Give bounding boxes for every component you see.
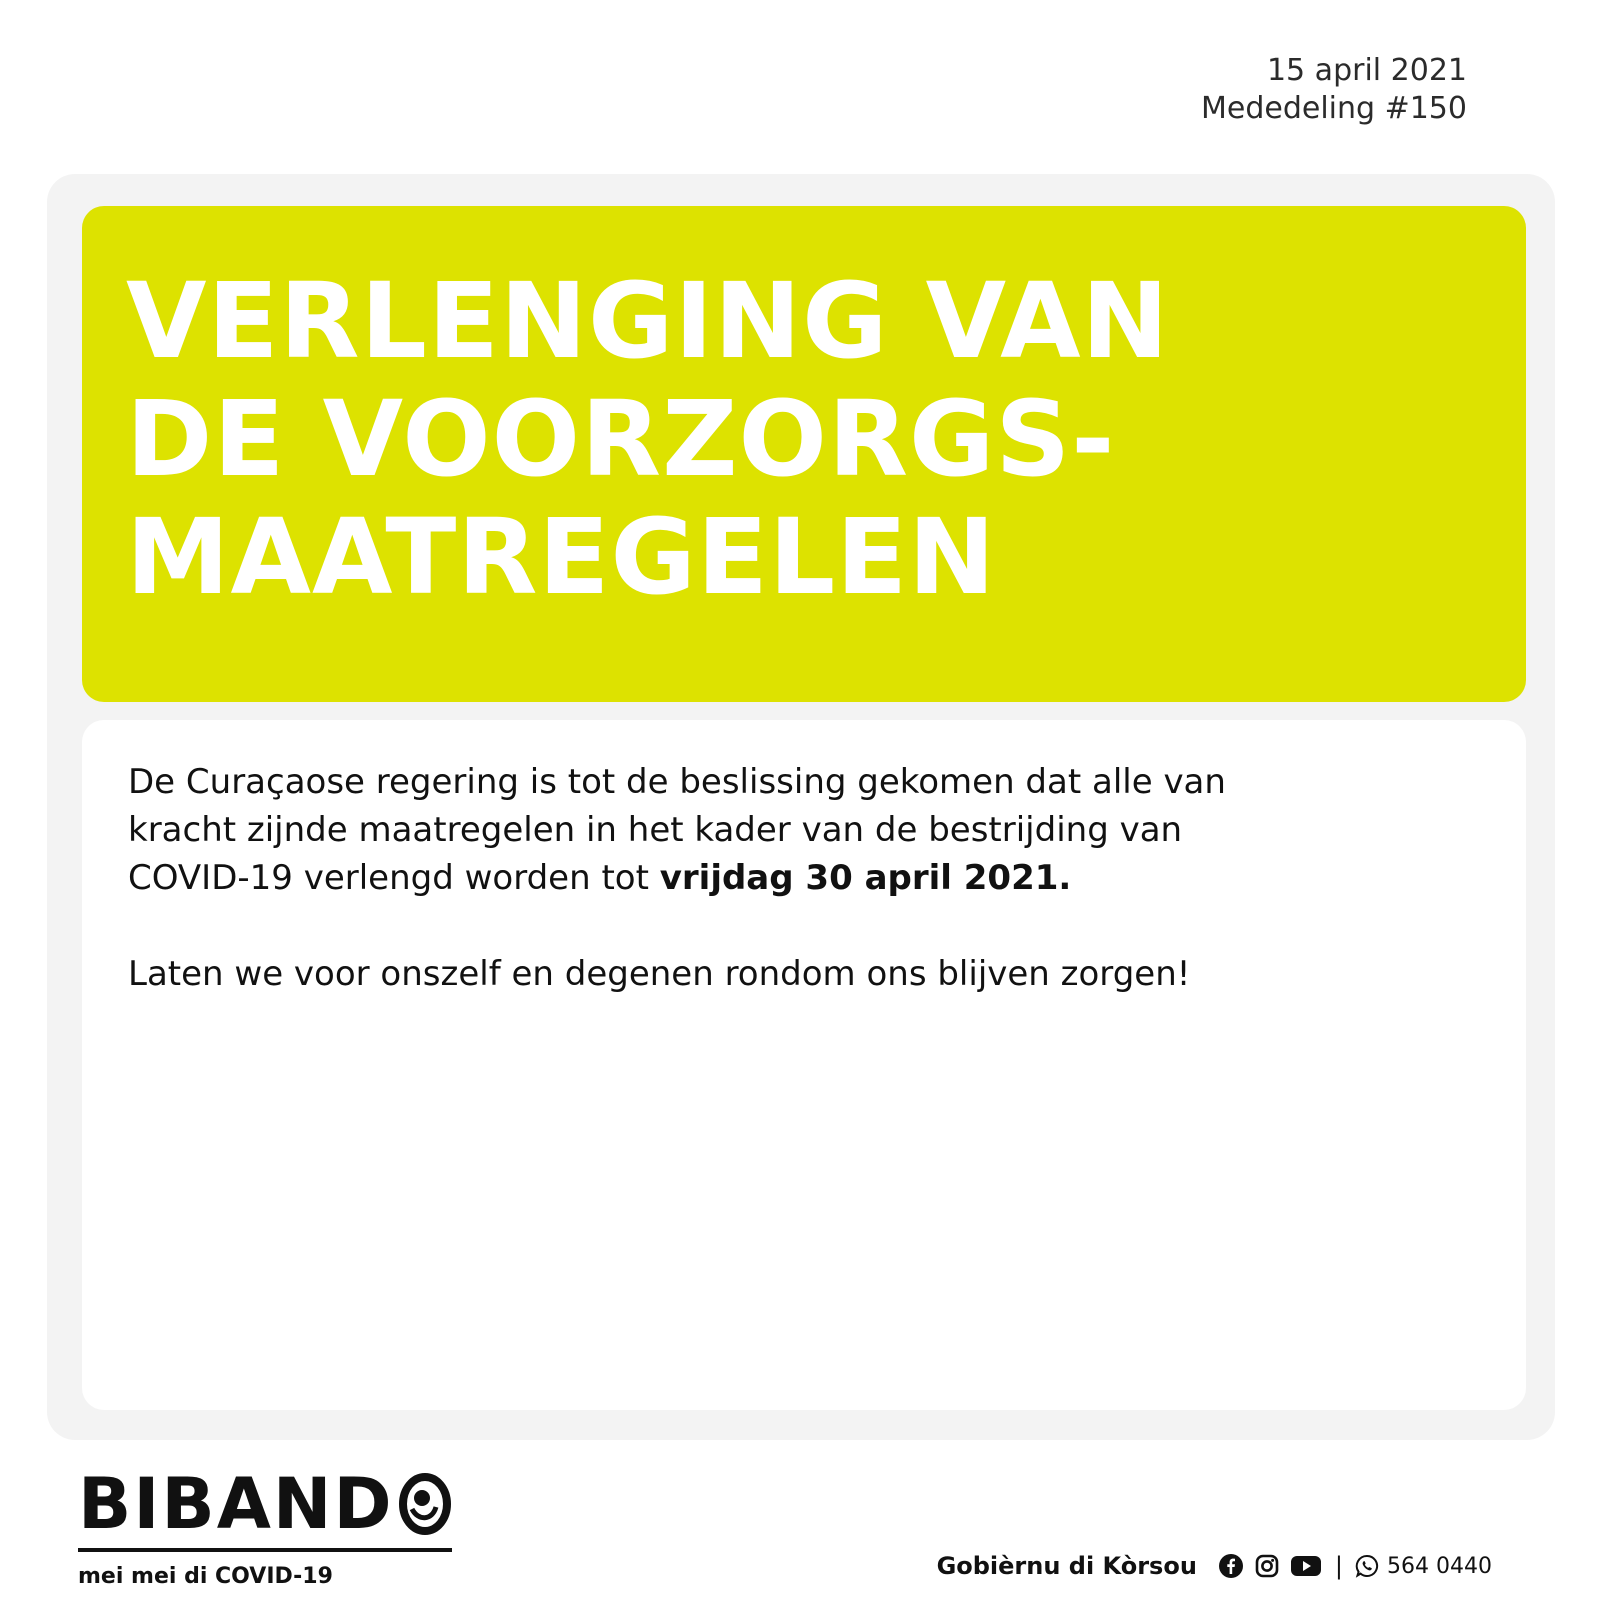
headline-line-2: DE VOORZORGS-	[126, 378, 1116, 500]
headline-line-1: VERLENGING VAN	[126, 260, 1170, 382]
message-paragraph-1	[128, 758, 1288, 902]
message-paragraph-1-text: De Curaçaose regering is tot de beslissing gekomen dat alle van kracht zijnde maatregelen in het kader van de bestrijding van COVID-19 verlengd worden tot	[128, 762, 1226, 898]
announcement-meta	[1201, 52, 1467, 128]
social-links	[1219, 1554, 1321, 1578]
facebook-icon[interactable]	[1219, 1554, 1243, 1578]
footer-contact	[937, 1552, 1492, 1580]
government-name: Gobièrnu di Kòrsou	[936, 1552, 1197, 1580]
headline-line-3: MAATREGELEN	[126, 496, 997, 618]
phone-contact	[1355, 1554, 1492, 1579]
logo-rule	[78, 1548, 452, 1552]
headline-banner	[82, 206, 1526, 702]
message-body	[128, 758, 1288, 998]
phone-number[interactable]: 564 0440	[1387, 1553, 1492, 1579]
footer-separator: |	[1334, 1552, 1344, 1580]
whatsapp-icon	[1355, 1554, 1379, 1578]
bibando-logo	[78, 1463, 452, 1589]
youtube-icon[interactable]	[1291, 1555, 1321, 1577]
announcement-date: 15 april 2021	[1266, 53, 1467, 88]
headline	[126, 262, 1170, 616]
logo-tagline: mei mei di COVID-19	[78, 1564, 333, 1589]
logo-wordmark: BIBAND	[78, 1463, 394, 1545]
announcement-number: Mededeling #150	[1200, 91, 1467, 126]
extension-date: vrijdag 30 april 2021.	[659, 858, 1072, 898]
instagram-icon[interactable]	[1255, 1554, 1279, 1578]
message-panel	[82, 720, 1526, 1410]
logo-o-mark-icon	[398, 1473, 452, 1535]
message-paragraph-2: Laten we voor onszelf en degenen rondom ons blijven zorgen!	[128, 954, 1191, 994]
